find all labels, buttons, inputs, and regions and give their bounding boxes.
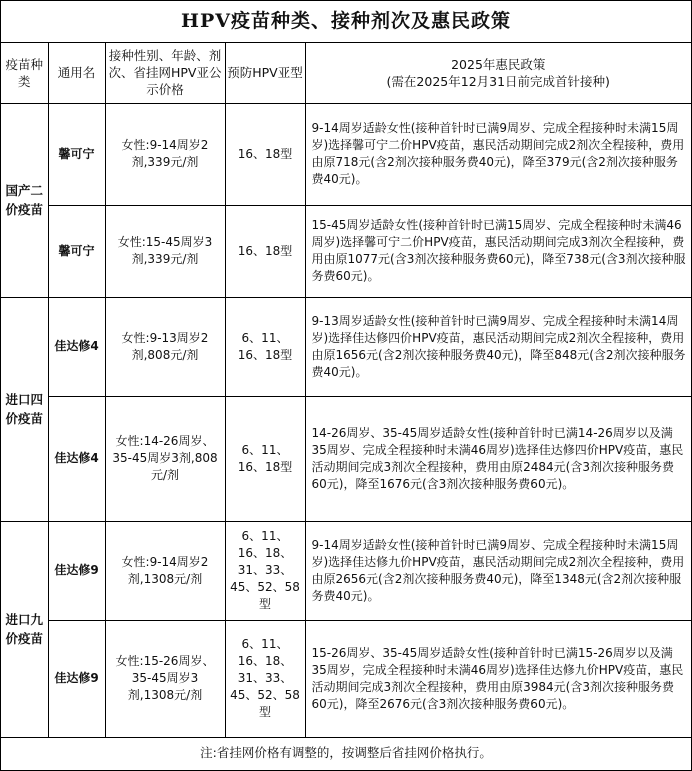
vaccine-name-cell: 佳达修9 bbox=[48, 521, 105, 620]
vaccine-name-cell: 馨可宁 bbox=[48, 103, 105, 205]
policy-cell: 9-14周岁适龄女性(接种首针时已满9周岁、完成全程接种时未满15周岁)选择佳达修九价HPV疫苗，惠民活动期间完成2剂次全程接种，费用由原2656元(含2剂次接种服务费40元)，降至1348元(含2剂次接种服务费40元)。 bbox=[305, 521, 691, 620]
target-price-cell: 女性:15-26周岁、35-45周岁3剂,1308元/剂 bbox=[105, 620, 225, 737]
target-price-cell: 女性:9-14周岁2剂,339元/剂 bbox=[105, 103, 225, 205]
header-kind: 疫苗种类 bbox=[1, 43, 48, 103]
vaccine-name-cell: 佳达修9 bbox=[48, 620, 105, 737]
vaccine-kind-cell: 进口九价疫苗 bbox=[1, 521, 48, 737]
policy-cell: 15-45周岁适龄女性(接种首针时已满15周岁、完成全程接种时未满46周岁)选择馨可宁二价HPV疫苗，惠民活动期间完成3剂次全程接种，费用由原1077元(含3剂次接种服务费60元)，降至738元(含3剂次接种服务费60元)。 bbox=[305, 205, 691, 297]
vaccine-kind-cell: 进口四价疫苗 bbox=[1, 297, 48, 521]
header-policy-title: 2025年惠民政策 bbox=[451, 56, 546, 72]
policy-cell: 14-26周岁、35-45周岁适龄女性(接种首针时已满14-26周岁以及满35周岁、完成全程接种时未满46周岁)选择佳达修四价HPV疫苗，惠民活动期间完成3剂次全程接种，费用由原2484元(含3剂次接种服务费60元)，降至1676元(含3剂次接种服务费60元)。 bbox=[305, 396, 691, 521]
target-price-cell: 女性:14-26周岁、35-45周岁3剂,808元/剂 bbox=[105, 396, 225, 521]
target-price-cell: 女性:15-45周岁3剂,339元/剂 bbox=[105, 205, 225, 297]
hpv-type-cell: 6、11、16、18型 bbox=[225, 297, 305, 396]
header-row bbox=[1, 43, 691, 103]
table-row bbox=[1, 205, 691, 297]
hpv-type-cell: 16、18型 bbox=[225, 103, 305, 205]
vaccine-table bbox=[1, 43, 691, 738]
vaccine-kind-cell: 国产二价疫苗 bbox=[1, 103, 48, 297]
hpv-type-cell: 6、11、16、18、31、33、45、52、58型 bbox=[225, 620, 305, 737]
footer-note: 注:省挂网价格有调整的，按调整后省挂网价格执行。 bbox=[200, 744, 492, 760]
vaccine-name-cell: 佳达修4 bbox=[48, 297, 105, 396]
target-price-cell: 女性:9-13周岁2剂,808元/剂 bbox=[105, 297, 225, 396]
table-row bbox=[1, 103, 691, 205]
header-type: 预防HPV亚型 bbox=[225, 43, 305, 103]
page-title: HPV疫苗种类、接种剂次及惠民政策 bbox=[1, 1, 691, 43]
table-row bbox=[1, 297, 691, 396]
vaccine-name-cell: 馨可宁 bbox=[48, 205, 105, 297]
hpv-type-cell: 6、11、16、18型 bbox=[225, 396, 305, 521]
policy-cell: 15-26周岁、35-45周岁适龄女性(接种首针时已满15-26周岁以及满35周岁，完成全程接种时未满46周岁)选择佳达修九价HPV疫苗，惠民活动期间完成3剂次全程接种，费用由原3984元(含3剂次接种服务费60元)，降至2676元(含3剂次接种服务费60元)。 bbox=[305, 620, 691, 737]
policy-cell: 9-14周岁适龄女性(接种首针时已满9周岁、完成全程接种时未满15周岁)选择馨可宁二价HPV疫苗，惠民活动期间完成2剂次全程接种，费用由原718元(含2剂次接种服务费40元)，降至379元(含2剂次接种服务费40元)。 bbox=[305, 103, 691, 205]
table-row bbox=[1, 396, 691, 521]
hpv-type-cell: 6、11、16、18、31、33、45、52、58型 bbox=[225, 521, 305, 620]
hpv-type-cell: 16、18型 bbox=[225, 205, 305, 297]
header-target: 接种性别、年龄、剂次、省挂网HPV亚公示价格 bbox=[105, 43, 225, 103]
table-row bbox=[1, 521, 691, 620]
header-policy-deadline: (需在2025年12月31日前完成首针接种) bbox=[386, 73, 610, 89]
header-name: 通用名 bbox=[48, 43, 105, 103]
policy-cell: 9-13周岁适龄女性(接种首针时已满9周岁、完成全程接种时未满14周岁)选择佳达修四价HPV疫苗，惠民活动期间完成2剂次全程接种，费用由原1656元(含2剂次接种服务费40元)，降至848元(含2剂次接种服务费40元)。 bbox=[305, 297, 691, 396]
target-price-cell: 女性:9-14周岁2剂,1308元/剂 bbox=[105, 521, 225, 620]
table-row bbox=[1, 620, 691, 737]
vaccine-name-cell: 佳达修4 bbox=[48, 396, 105, 521]
header-policy bbox=[305, 43, 691, 103]
